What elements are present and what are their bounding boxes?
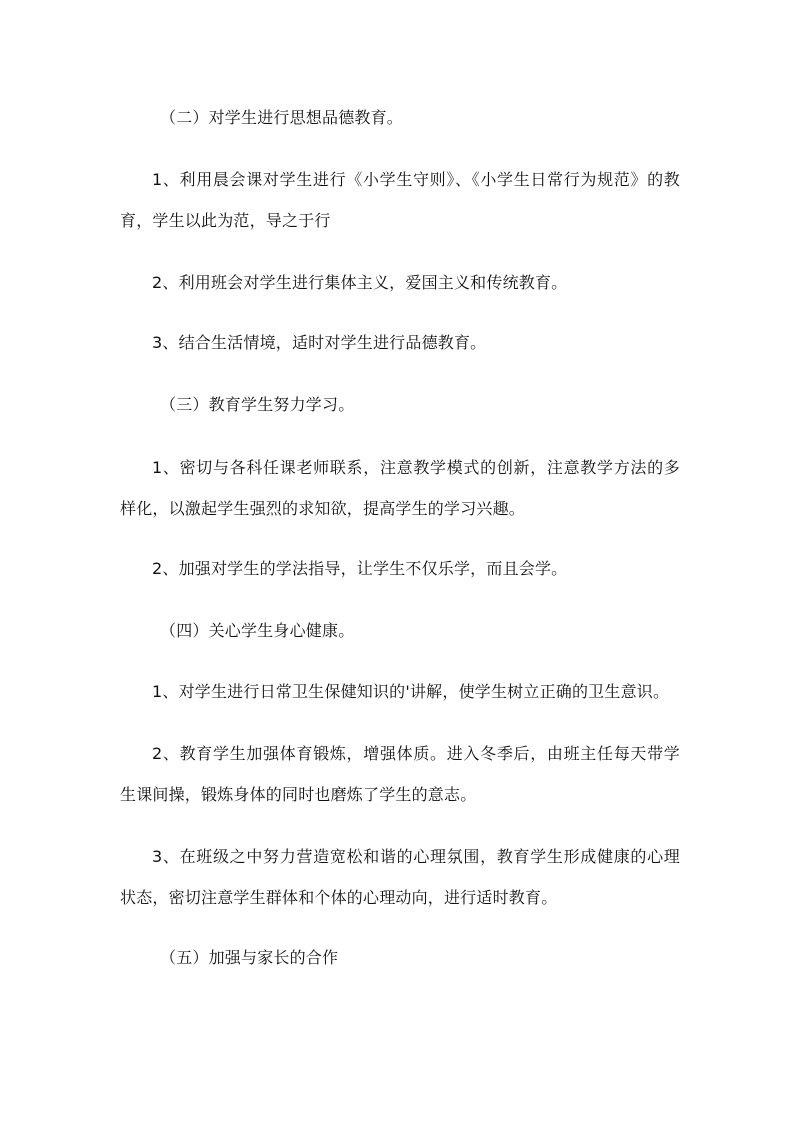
paragraph-item: 1、利用晨会课对学生进行《小学生守则》、《小学生日常行为规范》的教育，学生以此为范，导之于行 <box>120 170 680 230</box>
paragraph-item: 1、对学生进行日常卫生保健知识的'讲解，使学生树立正确的卫生意识。 <box>152 682 670 701</box>
section-heading-health: （四）关心学生身心健康。 <box>160 621 355 640</box>
paragraph-item: 2、教育学生加强体育锻炼，增强体质。进入冬季后，由班主任每天带学生课间操，锻炼身体的同时也磨炼了学生的意志。 <box>120 744 680 804</box>
section-heading-study: （三）教育学生努力学习。 <box>160 395 355 414</box>
paragraph-item: 3、在班级之中努力营造宽松和谐的心理氛围，教育学生形成健康的心理状态，密切注意学生群体和个体的心理动向，进行适时教育。 <box>120 847 680 907</box>
section-heading-moral-education: （二）对学生进行思想品德教育。 <box>160 108 404 127</box>
paragraph-item: 2、利用班会对学生进行集体主义，爱国主义和传统教育。 <box>152 273 568 292</box>
paragraph-item: 2、加强对学生的学法指导，让学生不仅乐学，而且会学。 <box>152 559 568 578</box>
section-heading-parents: （五）加强与家长的合作 <box>160 948 339 967</box>
paragraph-item: 3、结合生活情境，适时对学生进行品德教育。 <box>152 333 487 352</box>
paragraph-item: 1、密切与各科任课老师联系，注意教学模式的创新，注意教学方法的多样化，以激起学生强烈的求知欲，提高学生的学习兴趣。 <box>120 458 680 518</box>
